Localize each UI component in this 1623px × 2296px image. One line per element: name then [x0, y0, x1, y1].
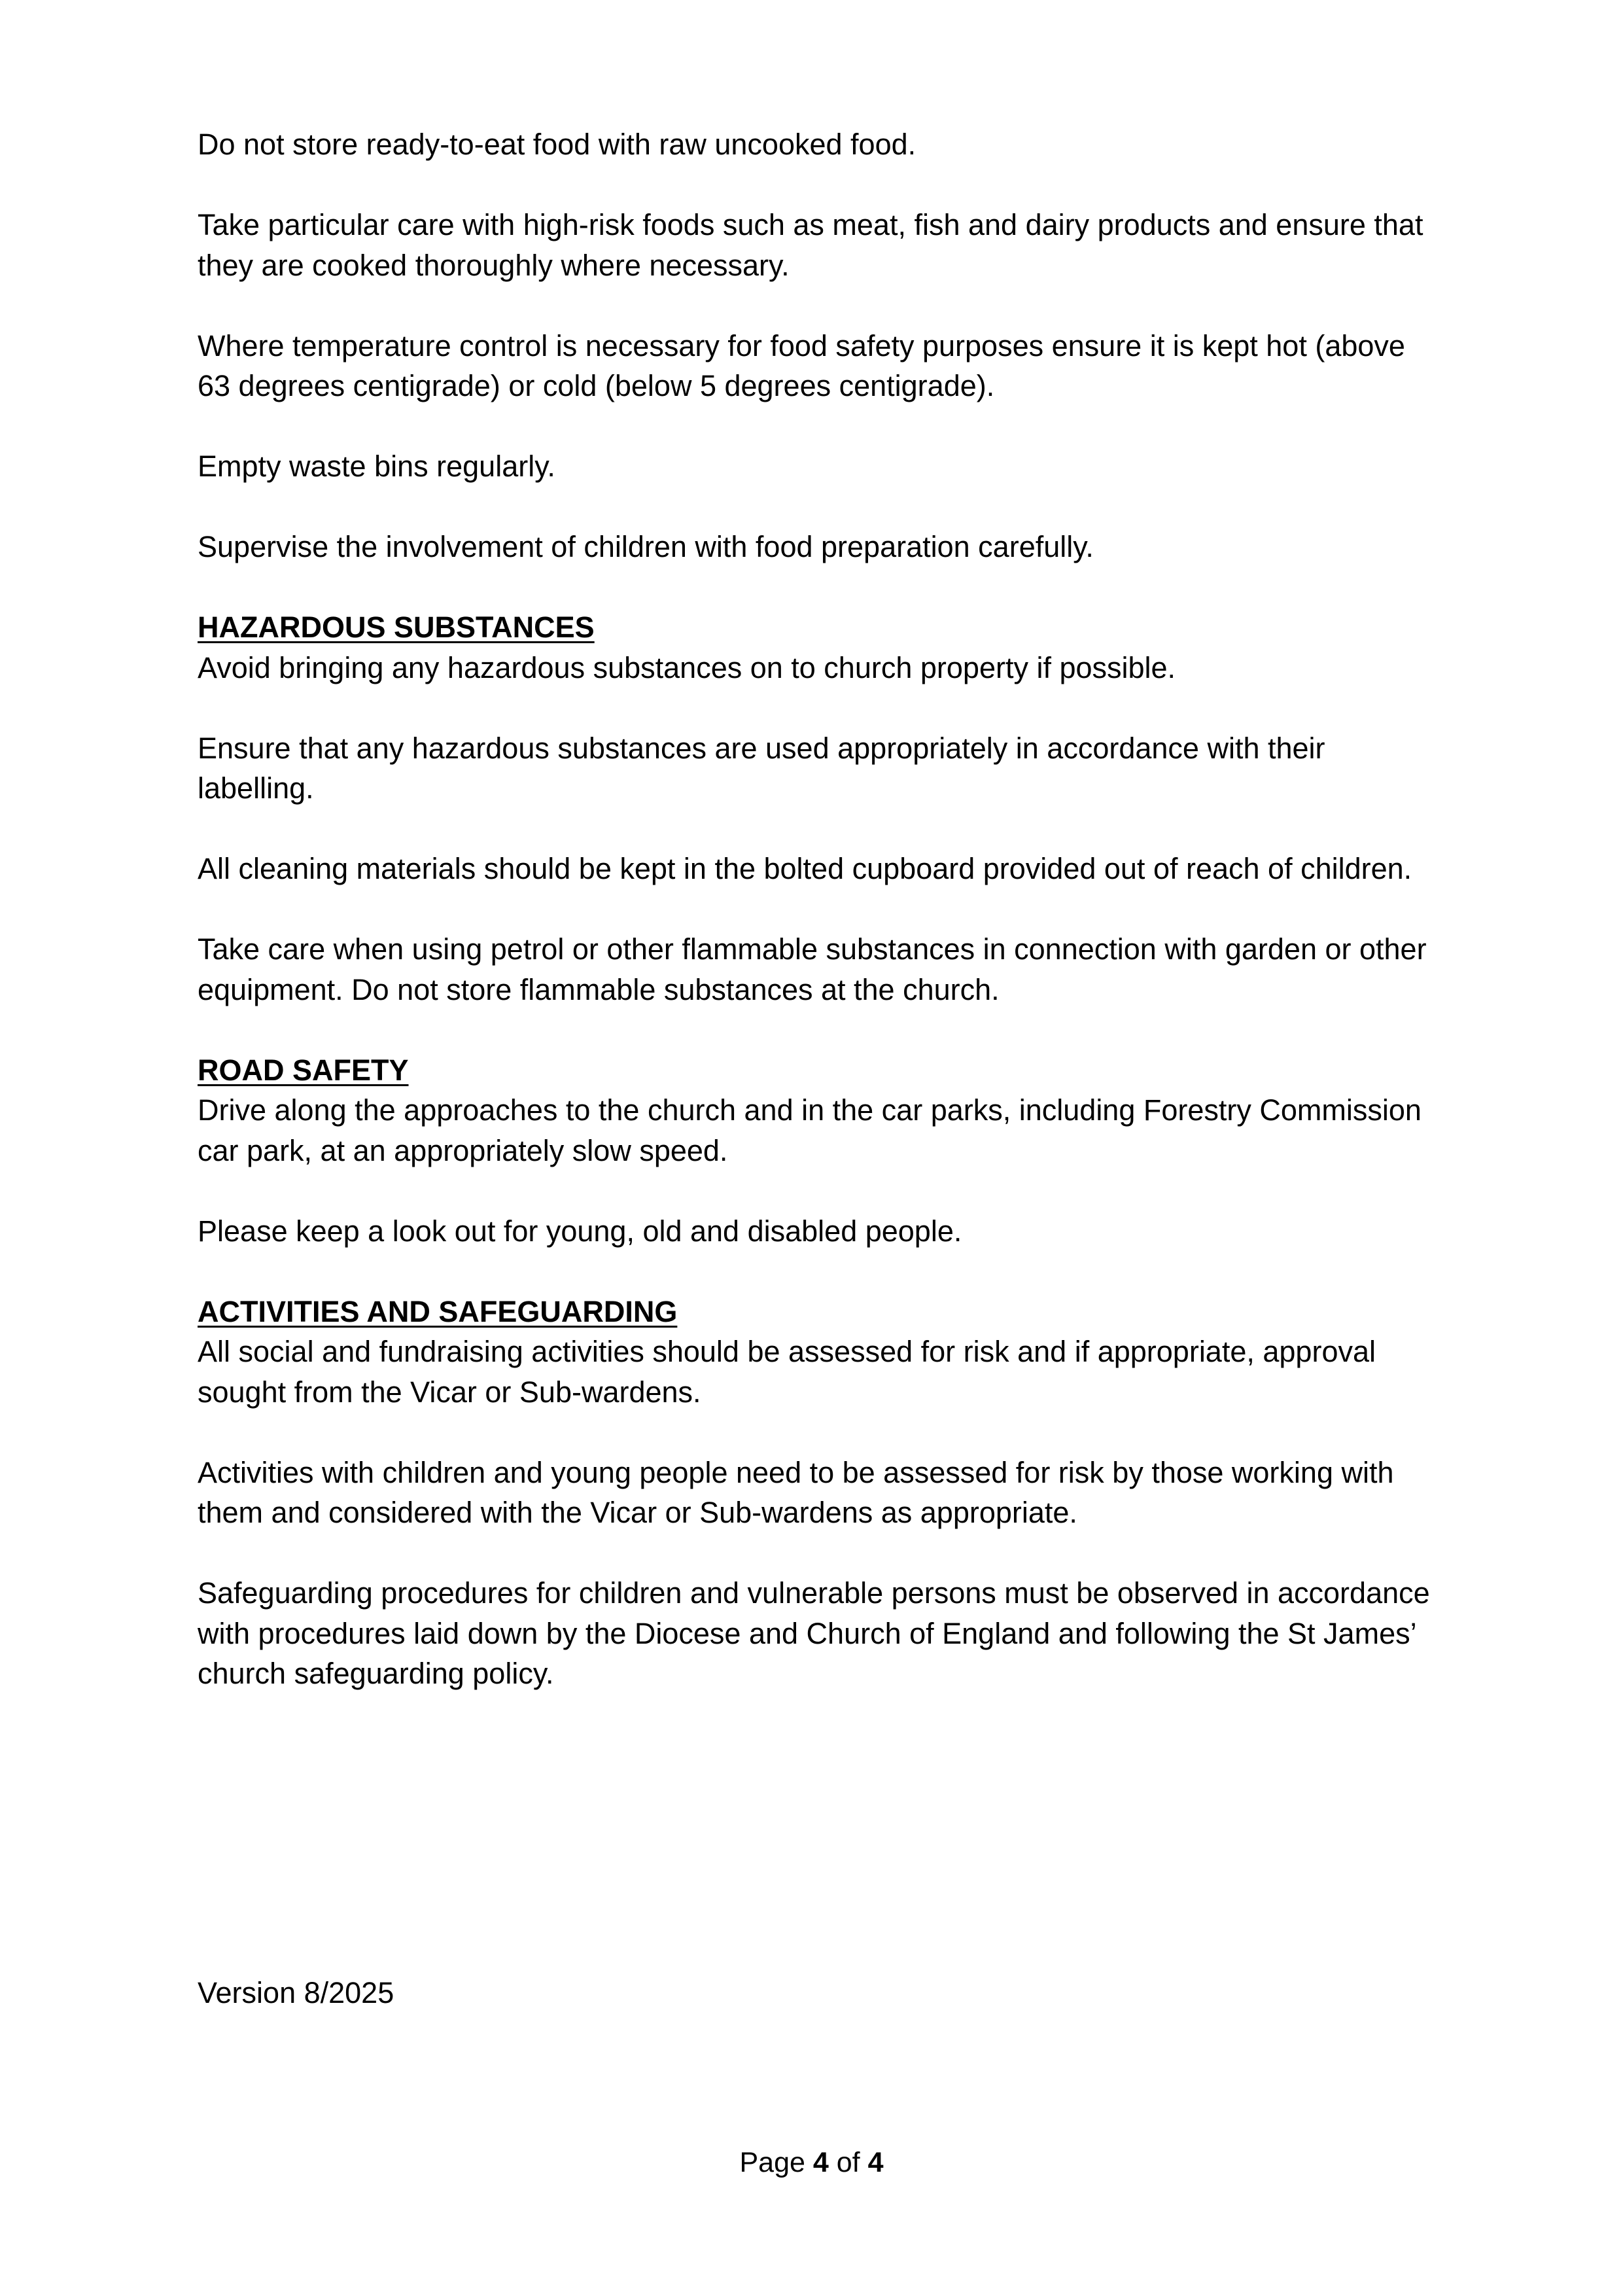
- of-word: of: [836, 2147, 860, 2178]
- paragraph: Safeguarding procedures for children and vulnerable persons must be observed in accordance with procedures laid down by the Diocese and Church of England and following the St James’ church safeguarding policy.: [198, 1576, 1430, 1690]
- version-label: Version 8/2025: [198, 1976, 394, 2009]
- section-road-safety: [198, 1050, 1440, 1252]
- paragraph: All cleaning materials should be kept in the bolted cupboard provided out of reach of children.: [198, 852, 1412, 885]
- section-heading: HAZARDOUS SUBSTANCES: [198, 610, 595, 644]
- paragraph: Ensure that any hazardous substances are used appropriately in accordance with their labelling.: [198, 731, 1325, 805]
- section-activities-safeguarding: [198, 1292, 1440, 1694]
- paragraph: Empty waste bins regularly.: [198, 450, 555, 483]
- page-content: [198, 124, 1440, 1734]
- paragraph: Where temperature control is necessary for food safety purposes ensure it is kept hot (above 63 degrees centigrade) or cold (below 5 degrees centigrade).: [198, 328, 1405, 402]
- section-heading: ROAD SAFETY: [198, 1053, 409, 1087]
- page-footer: [0, 2143, 1623, 2182]
- paragraph: Supervise the involvement of children with food preparation carefully.: [198, 530, 1094, 563]
- paragraph: All social and fundraising activities should be assessed for risk and if appropriate, approval sought from the Vicar or Sub-wardens.: [198, 1335, 1376, 1409]
- paragraph: Take care when using petrol or other flammable substances in connection with garden or other equipment. Do not store flammable substances at the church.: [198, 932, 1427, 1006]
- paragraph: Activities with children and young people need to be assessed for risk by those working with them and considered with the Vicar or Sub-wardens as appropriate.: [198, 1455, 1394, 1529]
- paragraph: Please keep a look out for young, old and disabled people.: [198, 1214, 962, 1248]
- section-hazardous-substances: [198, 607, 1440, 1010]
- paragraph: Drive along the approaches to the church and in the car parks, including Forestry Commission car park, at an appropriately slow speed.: [198, 1093, 1422, 1167]
- paragraph: Take particular care with high-risk foods such as meat, fish and dairy products and ensure that they are cooked thoroughly where necessary.: [198, 208, 1423, 282]
- intro-block: [198, 124, 1440, 567]
- page-word: Page: [739, 2147, 805, 2178]
- paragraph: Avoid bringing any hazardous substances on to church property if possible.: [198, 650, 1176, 684]
- paragraph: Do not store ready-to-eat food with raw uncooked food.: [198, 128, 916, 161]
- current-page-number: 4: [812, 2147, 829, 2178]
- section-heading: ACTIVITIES AND SAFEGUARDING: [198, 1294, 678, 1328]
- total-pages-number: 4: [867, 2147, 884, 2178]
